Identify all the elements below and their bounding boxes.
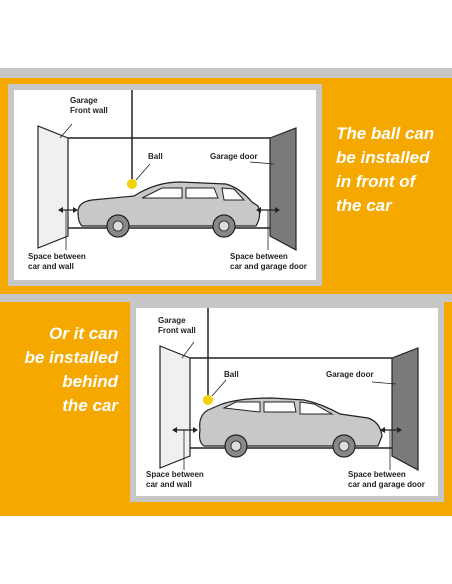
garage-door	[392, 348, 418, 470]
garage-diagram-behind	[136, 308, 438, 496]
label-space-door: Space between car and garage door	[348, 470, 425, 489]
car-window-mid	[186, 188, 218, 198]
label-garage-door: Garage door	[210, 152, 258, 161]
label-space-wall: Space between car and wall	[28, 252, 86, 271]
bottom-grey-strip	[0, 294, 452, 302]
label-ball: Ball	[224, 370, 239, 379]
label-space-door: Space between car and garage door	[230, 252, 307, 271]
car-window-mid	[264, 402, 296, 412]
label-space-wall: Space between car and wall	[146, 470, 204, 489]
label-ball: Ball	[148, 152, 163, 161]
front-wall	[160, 346, 190, 468]
front-wall	[38, 126, 68, 248]
caption-front: The ball can be installed in front of the car	[336, 124, 435, 215]
ball-marker	[127, 179, 137, 189]
top-grey-strip	[0, 68, 452, 78]
label-garage-door: Garage door	[326, 370, 374, 379]
diagram-ball-in-front	[8, 84, 322, 286]
label-front-wall: Garage Front wall	[70, 96, 108, 115]
label-front-wall: Garage Front wall	[158, 316, 196, 335]
garage-door	[270, 128, 296, 250]
caption-behind: Or it can be installed behind the car	[24, 324, 118, 415]
ball-marker	[203, 395, 213, 405]
diagram-ball-behind	[130, 302, 444, 502]
